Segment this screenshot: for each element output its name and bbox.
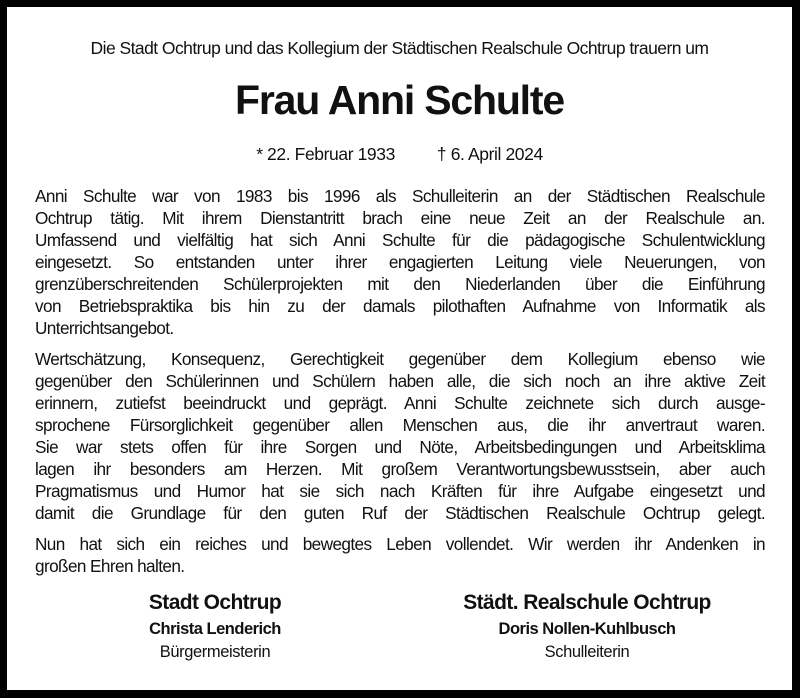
- text-line: Unterrichtsangebot.: [35, 318, 174, 338]
- signature-school: [417, 589, 757, 663]
- intro-line: Die Stadt Ochtrup und das Kollegium der Städtischen Realschule Ochtrup trauern um: [90, 38, 709, 58]
- signature-role: Bürgermeisterin: [159, 643, 271, 661]
- death-date: † 6. April 2024: [436, 144, 543, 164]
- text-line: eingesetzt. So entstanden unter ihrer engagierten Leitung viele Neuerungen, von: [35, 252, 765, 272]
- text-line: von Betriebspraktika bis hin zu der damals pilothaften Aufnahme von Informatik als: [35, 296, 765, 316]
- paragraph-1: [35, 185, 765, 339]
- paragraph-2: [35, 348, 765, 524]
- text-line: gegenüber den Schülerinnen und Schülern haben alle, die sich noch an ihre aktive Zeit: [35, 371, 765, 391]
- text-line: damit die Grundlage für den guten Ruf der Städtischen Realschule Ochtrup gelegt.: [35, 503, 765, 523]
- text-line: Sie war stets offen für ihre Sorgen und Nöte, Arbeitsbedingungen und Arbeitsklima: [35, 437, 765, 457]
- text-line: Anni Schulte war von 1983 bis 1996 als Schulleiterin an der Städtischen Realschule: [35, 186, 765, 206]
- text-line: erinnern, zutiefst beeindruckt und geprägt. Anni Schulte zeichnete sich durch ausge-: [35, 393, 765, 413]
- signature-role: Schulleiterin: [544, 643, 630, 661]
- birth-date: * 22. Februar 1933: [256, 144, 395, 164]
- text-line: sprochene Fürsorglichkeit gegenüber allen Menschen aus, die ihr anvertraut waren.: [35, 415, 765, 435]
- signature-organization: Stadt Ochtrup: [148, 591, 282, 614]
- text-line: Wertschätzung, Konsequenz, Gerechtigkeit gegenüber dem Kollegium ebenso wie: [35, 349, 765, 369]
- text-line: großen Ehren halten.: [35, 556, 185, 576]
- text-line: Umfassend und vielfältig hat sich Anni Schulte für die pädagogische Schulentwicklung: [35, 230, 765, 250]
- signature-city: [45, 589, 385, 663]
- signature-organization: Städt. Realschule Ochtrup: [463, 591, 711, 614]
- text-line: grenzüberschreitenden Schülerprojekten mit den Niederlanden über die Einführung: [35, 274, 765, 294]
- signatures: [7, 589, 792, 679]
- paragraph-3: [35, 533, 765, 577]
- life-dates: [7, 144, 792, 165]
- deceased-name: Frau Anni Schulte: [235, 77, 564, 123]
- text-line: Ochtrup tätig. Mit ihrem Dienstantritt brach eine neue Zeit an der Realschule an.: [35, 208, 765, 228]
- text-line: Pragmatismus und Humor hat sie sich nach Kräften für ihre Aufgabe eingesetzt und: [35, 481, 765, 501]
- signature-person: Doris Nollen-Kuhlbusch: [498, 620, 676, 638]
- signature-person: Christa Lenderich: [149, 620, 281, 638]
- obituary-notice: [7, 7, 792, 690]
- text-line: lagen ihr besonders am Herzen. Mit großem Verantwortungsbewusstsein, aber auch: [35, 459, 765, 479]
- obituary-body: [35, 185, 765, 586]
- text-line: Nun hat sich ein reiches und bewegtes Leben vollendet. Wir werden ihr Andenken in: [35, 534, 765, 554]
